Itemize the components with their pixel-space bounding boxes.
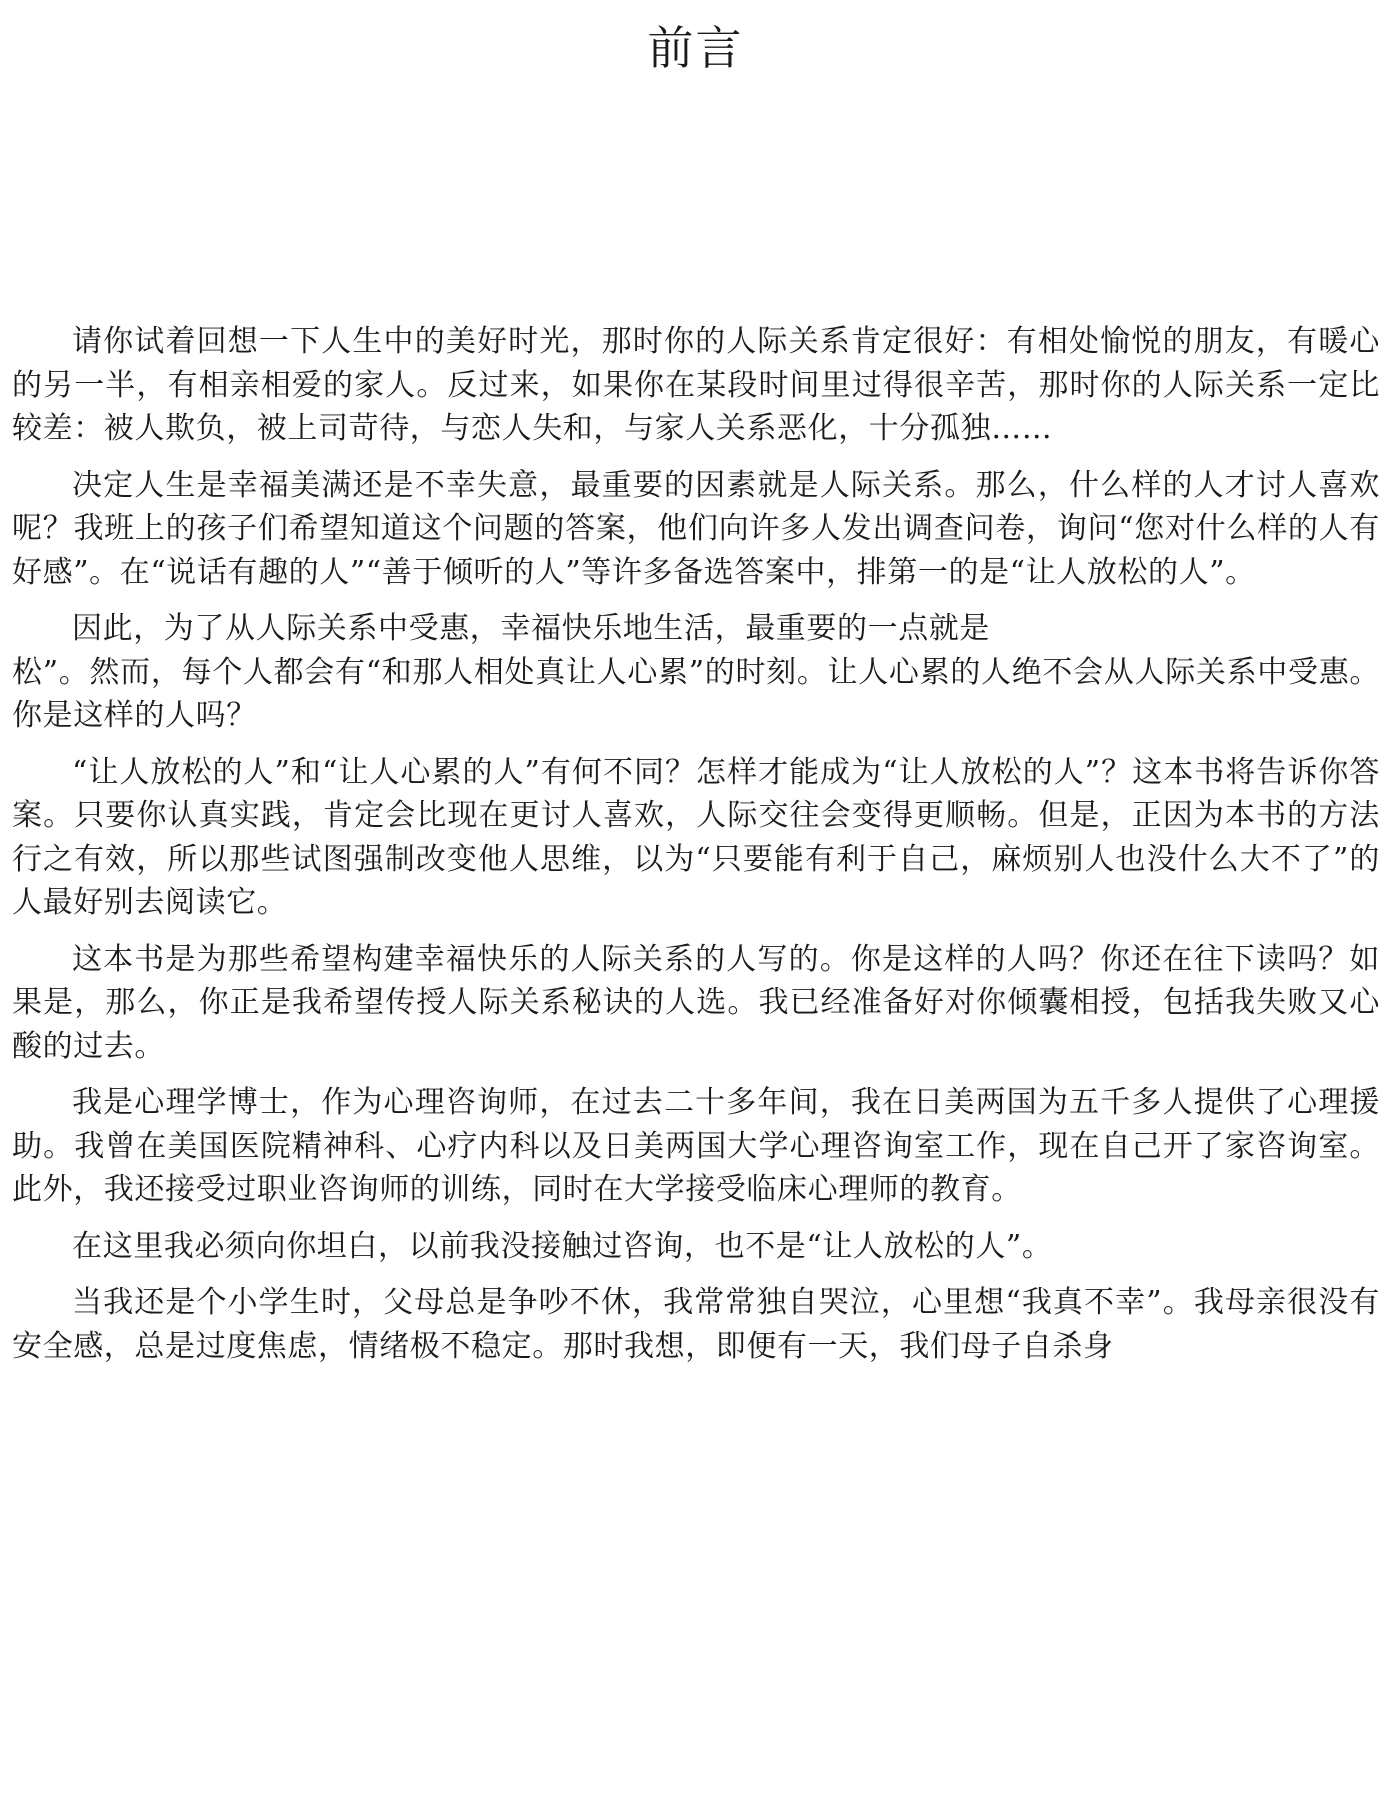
paragraph-1: 请你试着回想一下人生中的美好时光，那时你的人际关系肯定很好：有相处愉悦的朋友，有暖心的另一半，有相亲相爱的家人。反过来，如果你在某段时间里过得很辛苦，那时你的人际关系一定比较差：被人欺负，被上司苛待，与恋人失和，与家人关系恶化，十分孤独…… (12, 324, 1380, 446)
paragraph-6: 我是心理学博士，作为心理咨询师，在过去二十多年间，我在日美两国为五千多人提供了心理援助。我曾在美国医院精神科、心疗内科以及日美两国大学心理咨询室工作，现在自己开了家咨询室。此外，我还接受过职业咨询师的训练，同时在大学接受临床心理师的教育。 (12, 1085, 1380, 1207)
paragraph-4: “让人放松的人”和“让人心累的人”有何不同？怎样才能成为“让人放松的人”？这本书将告诉你答案。只要你认真实践，肯定会比现在更讨人喜欢，人际交往会变得更顺畅。但是，正因为本书的方法行之有效，所以那些试图强制改变他人思维，以为“只要能有利于自己，麻烦别人也没什么大不了”的人最好别去阅读它。 (12, 754, 1380, 920)
paragraph-3: 因此，为了从人际关系中受惠，幸福快乐地生活，最重要的一点就是 松”。然而，每个人都会有“和那人相处真让人心累”的时刻。让人心累的人绝不会从人际关系中受惠。你是这样的人吗？ (12, 611, 1380, 733)
paragraph-5: 这本书是为那些希望构建幸福快乐的人际关系的人写的。你是这样的人吗？你还在往下读吗？如果是，那么，你正是我希望传授人际关系秘诀的人选。我已经准备好对你倾囊相授，包括我失败又心酸的过去。 (12, 941, 1380, 1064)
paragraph-8: 当我还是个小学生时，父母总是争吵不休，我常常独自哭泣，心里想“我真不幸”。我母亲很没有安全感，总是过度焦虑，情绪极不稳定。那时我想，即便有一天，我们母子自杀身 (12, 1285, 1380, 1364)
page-title: 前言 (647, 21, 744, 75)
paragraph-7: 在这里我必须向你坦白，以前我没接触过咨询，也不是“让人放松的人”。 (72, 1228, 1053, 1264)
document-body (12, 320, 1380, 1381)
paragraph-2: 决定人生是幸福美满还是不幸失意，最重要的因素就是人际关系。那么，什么样的人才讨人喜欢呢？我班上的孩子们希望知道这个问题的答案，他们向许多人发出调查问卷，询问“您对什么样的人有好感”。在“说话有趣的人”“善于倾听的人”等许多备选答案中，排第一的是“让人放松的人”。 (12, 467, 1380, 590)
